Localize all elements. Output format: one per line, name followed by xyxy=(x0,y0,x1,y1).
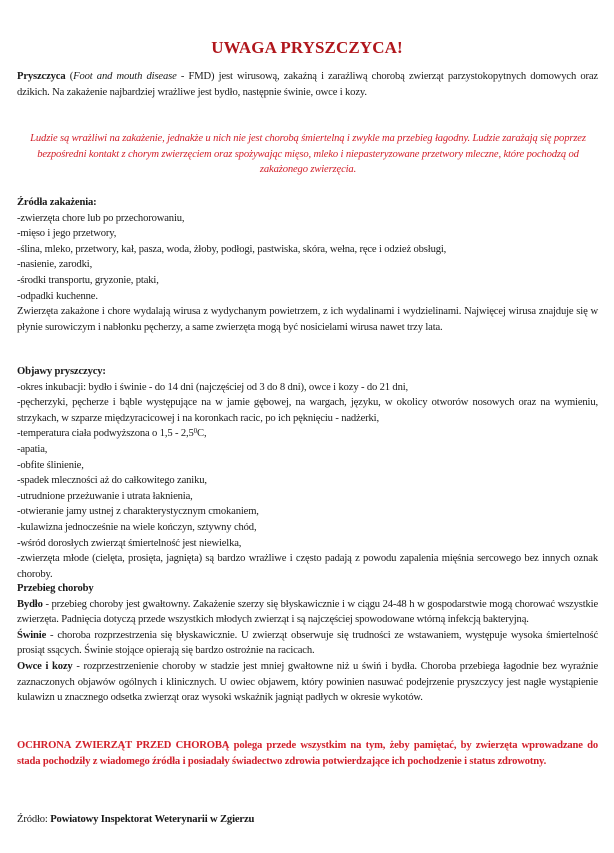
source-value: Powiatowy Inspektorat Weterynarii w Zgierzu xyxy=(47,814,255,825)
intro-english-name: Foot and mouth disease xyxy=(73,71,177,82)
symptoms-section xyxy=(17,364,598,582)
list-item: -zwierzęta młode (cielęta, prosięta, jagnięta) są bardzo wrażliwe i często padają z powodu zapalenia mięśnia sercowego bez innych oznak choroby. xyxy=(17,553,598,580)
course-heading: Przebieg choroby xyxy=(17,583,94,594)
human-warning: Ludzie są wrażliwi na zakażenie, jednakże u nich nie jest chorobą śmiertelną i zwykle ma przebieg łagodny. Ludzie zarażają się poprzez bezpośredni kontakt z chorym zwierzęciem oraz spożywając mięso, mleko i niepasteryzowane przetwory mleczne, które pochodzą od zakażonego zwierzęcia. xyxy=(30,133,586,176)
course-sheep xyxy=(17,659,598,706)
degree-sign: 0 xyxy=(193,427,198,436)
list-item: -zwierzęta chore lub po przechorowaniu, xyxy=(17,212,185,224)
source-footer xyxy=(17,812,598,828)
list-item: -spadek mleczności aż do całkowitego zaniku, xyxy=(17,475,207,487)
symptoms-heading: Objawy pryszczycy: xyxy=(17,366,106,377)
page-title: UWAGA PRYSZCZYCA! xyxy=(211,38,403,57)
list-item: -wśród dorosłych zwierząt śmiertelność jest niewielka, xyxy=(17,537,242,549)
temperature-unit: C, xyxy=(197,428,207,440)
protection-paragraph xyxy=(17,738,598,769)
list-item: -nasienie, zarodki, xyxy=(17,259,93,271)
intro-term: Pryszczyca xyxy=(17,71,66,82)
list-item: -ślina, mleko, przetwory, kał, pasza, woda, żłoby, podłogi, pastwiska, skóra, wełna, ręce i odzież obsługi, xyxy=(17,243,447,255)
list-item: -środki transportu, gryzonie, ptaki, xyxy=(17,274,159,286)
list-item: -odpadki kuchenne. xyxy=(17,290,98,302)
course-section xyxy=(17,581,598,706)
list-item: -okres inkubacji: bydło i świnie - do 14 dni (najczęściej od 3 do 8 dni), owce i kozy - do 21 dni, xyxy=(17,381,409,393)
list-item: -mięso i jego przetwory, xyxy=(17,228,117,240)
cattle-text: - przebieg choroby jest gwałtowny. Zakażenie szerzy się błyskawicznie i w ciągu 24-48 h w gospodarstwie mogą chorować wszystkie zwierzęta. Padnięcia dotyczą przede wszystkich młodych zwierząt i są najczęściej spowodowane wtórną infekcją bakteryjną. xyxy=(17,598,598,626)
intro-paragraph xyxy=(17,69,598,100)
sources-paragraph: Zwierzęta zakażone i chore wydalają wirusa z wydychanym powietrzem, z ich wydalinami i wydzielinami. Najwięcej wirusa znajduje się w płynie surowiczym i nabłonku pęcherzy, a same zwierzęta mogą być nosicielami wirusa nawet trzy lata. xyxy=(17,306,598,333)
intro-text: - FMD) jest wirusową, zakaźną i zaraźliwą chorobą zwierząt parzystokopytnych domowych oraz dzikich. Na zakażenie najbardziej wrażliwe jest bydło, następnie świnie, owce i kozy. xyxy=(17,71,598,98)
sources-section xyxy=(17,195,598,335)
sheep-text: - rozprzestrzenienie choroby w stadzie jest mniej gwałtowne niż u świń i bydła. Choroba przebiega łagodnie bez wyraźnie zaznaczonych objawów ogólnych i klinicznych. U owiec objawem, który powinien nasuwać podejrzenie pryszczycy jest nagłe wystąpienie kulawizn u znacznego odsetka zwierząt oraz wysoki wskaźnik jagniąt padłych w okresie wykotów. xyxy=(17,660,599,704)
list-item xyxy=(17,426,598,442)
list-item: -kulawizna jednocześnie na wiele kończyn, sztywny chód, xyxy=(17,521,257,533)
course-pigs xyxy=(17,628,598,659)
pigs-label: Świnie xyxy=(17,629,47,641)
sheep-label: Owce i kozy xyxy=(17,660,73,672)
list-item: -otwieranie jamy ustnej z charakterystycznym cmokaniem, xyxy=(17,506,259,518)
protection-text: polega przede wszystkim na tym, żeby pamiętać, by zwierzęta wprowadzane do stada pochodziły z wiadomego źródła i posiadały świadectwo zdrowia potwierdzające ich pochodzenie i status zdrowotny. xyxy=(17,740,598,767)
intro-paren: ( xyxy=(65,71,74,82)
source-label: Źródło: xyxy=(17,814,48,825)
sources-heading: Źródła zakażenia: xyxy=(17,197,97,208)
list-item: -obfite ślinienie, xyxy=(17,459,84,471)
pigs-text: - choroba rozprzestrzenia się błyskawicznie. U zwierząt obserwuje się trudności ze wstawaniem, występuje wysoka śmiertelność prosiąt ssących. Świnie stojące opierają się bardzo ostrożnie na racicach. xyxy=(17,629,598,657)
temperature-text: -temperatura ciała podwyższona o 1,5 - 2,5 xyxy=(17,428,194,440)
list-item: -apatia, xyxy=(17,443,48,455)
protection-lead: OCHRONA ZWIERZĄT PRZED CHOROBĄ xyxy=(17,740,230,751)
cattle-label: Bydło xyxy=(17,598,43,610)
list-item: -pęcherzyki, pęcherze i bąble występujące na w jamie gębowej, na wargach, języku, w okolicy otworów nosowych oraz na wymieniu, strzykach, w szparze międzyracicowej i na koronkach racic, po ich pęknięciu - nadżerki, xyxy=(17,397,598,424)
course-cattle xyxy=(17,597,598,628)
list-item: -utrudnione przeżuwanie i utrata łaknienia, xyxy=(17,490,193,502)
